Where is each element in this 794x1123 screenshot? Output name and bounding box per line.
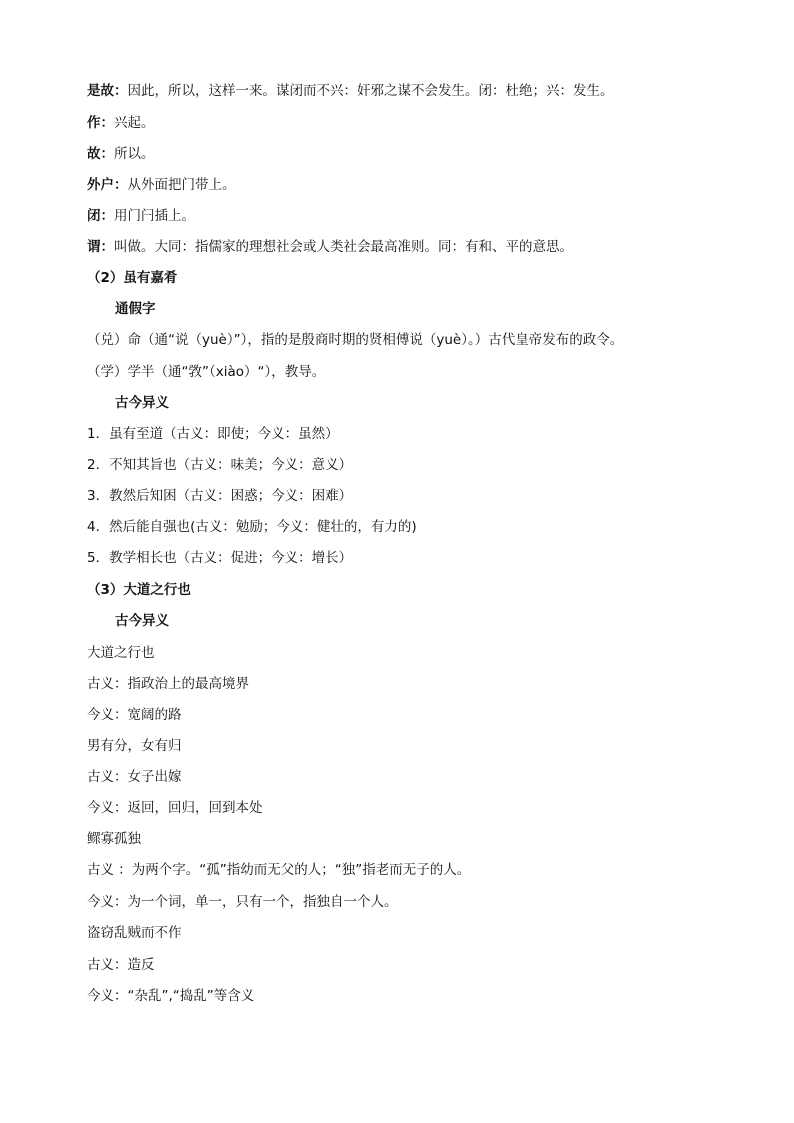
gujin-item: 4．然后能自强也(古义：勉励；今义：健壮的，有力的) xyxy=(87,519,417,535)
entry-line: 盗窃乱贼而不作 xyxy=(87,925,182,941)
gujin-item: 2．不知其旨也（古义：味美；今义：意义） xyxy=(87,457,353,473)
entry-line: 古义：造反 xyxy=(87,957,155,973)
def-text: 因此，所以，这样一来。谋闭而不兴：奸邪之谋不会发生。闭：杜绝；兴：发生。 xyxy=(127,83,614,99)
entry-line: 今义：宽阔的路 xyxy=(87,707,182,723)
subheading-tongjiazi: 通假字 xyxy=(115,301,156,317)
entry-line: 鳏寡孤独 xyxy=(87,831,141,847)
entry-line: 今义：返回，回归，回到本处 xyxy=(87,800,263,816)
def-text: 兴起。 xyxy=(114,115,155,131)
section-title-dadaozhixing: （3）大道之行也 xyxy=(87,582,191,598)
entry-line: 古义 ：为两个字。“孤”指幼而无父的人；“独”指老而无子的人。 xyxy=(87,862,471,878)
entry-line: 古义：指政治上的最高境界 xyxy=(87,676,249,692)
def-line-wei xyxy=(87,238,573,256)
gujin-item: 3．教然后知困（古义：困惑；今义：困难） xyxy=(87,488,353,504)
tongjia-line: （兑）命（通“说（yuè）”），指的是殷商时期的贤相傅说（yuè）。）古代皇帝发布的政令。 xyxy=(87,332,624,348)
subheading-gujinyiyi: 古今异义 xyxy=(115,395,169,411)
entry-line: 男有分，女有归 xyxy=(87,738,182,754)
def-text: 用门闩插上。 xyxy=(114,208,195,224)
gujin-item: 5．教学相长也（古义：促进；今义：增长） xyxy=(87,550,353,566)
tongjia-line: （学）学半（通“敩”（xiào）“），教导。 xyxy=(87,364,326,380)
def-line-waihu xyxy=(87,176,236,194)
def-line-zuo xyxy=(87,114,155,132)
def-line-gu xyxy=(87,145,155,163)
def-line-bi xyxy=(87,207,195,225)
def-term: 闭： xyxy=(87,208,114,224)
subheading-gujinyiyi: 古今异义 xyxy=(115,613,169,629)
entry-line: 今义：“杂乱”,“捣乱”等含义 xyxy=(87,988,255,1004)
def-term: 作： xyxy=(87,115,114,131)
def-text: 所以。 xyxy=(114,146,155,162)
def-term: 故： xyxy=(87,146,114,162)
def-term: 外户： xyxy=(87,177,128,193)
def-line-shigu xyxy=(87,82,614,100)
entry-line: 大道之行也 xyxy=(87,645,155,661)
def-term: 是故： xyxy=(87,83,128,99)
entry-line: 古义：女子出嫁 xyxy=(87,769,182,785)
gujin-item: 1．虽有至道（古义：即使；今义：虽然） xyxy=(87,426,339,442)
entry-line: 今义：为一个词，单一，只有一个，指独自一个人。 xyxy=(87,894,398,910)
def-term: 谓： xyxy=(87,239,114,255)
def-text: 从外面把门带上。 xyxy=(127,177,236,193)
section-title-suiyoujiayao: （2）虽有嘉肴 xyxy=(87,270,178,286)
def-text: 叫做。大同：指儒家的理想社会或人类社会最高准则。同：有和、平的意思。 xyxy=(114,239,573,255)
